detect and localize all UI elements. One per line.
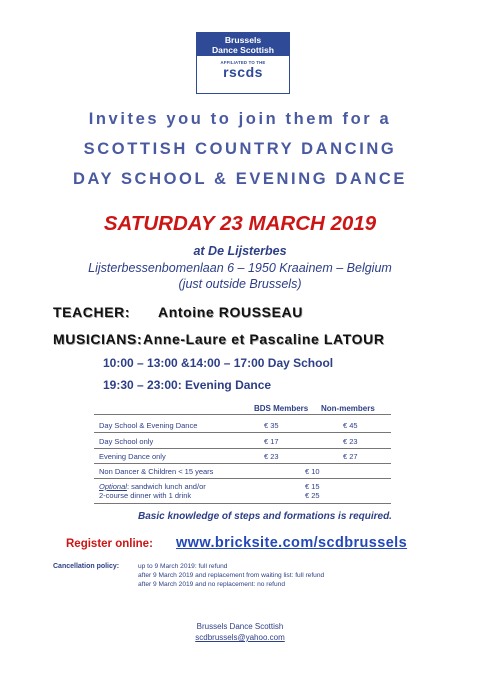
price-row-non-member: € 23	[343, 437, 358, 446]
venue-address: Lijsterbessenbomenlaan 6 – 1950 Kraainem – Belgium	[88, 261, 392, 275]
price-divider	[94, 432, 391, 433]
optional-dinner-price: € 25	[305, 491, 320, 500]
logo-line2: Dance Scottish	[211, 45, 275, 55]
knowledge-note: Basic knowledge of steps and formations is required.	[138, 511, 392, 522]
price-row-label: Evening Dance only	[99, 452, 166, 461]
non-dancer-price: € 10	[305, 467, 320, 476]
price-divider	[94, 503, 391, 504]
price-divider	[94, 463, 391, 464]
teacher-name: Antoine ROUSSEAU	[158, 304, 303, 320]
non-dancer-label: Non Dancer & Children < 15 years	[99, 467, 214, 476]
price-divider	[94, 414, 391, 415]
footer-organization: Brussels Dance Scottish	[196, 622, 284, 631]
cancellation-label: Cancellation policy:	[53, 563, 120, 570]
event-date: SATURDAY 23 MARCH 2019	[103, 212, 377, 235]
price-row-member: € 35	[264, 421, 279, 430]
price-divider	[94, 478, 391, 479]
event-subheading: DAY SCHOOL & EVENING DANCE	[72, 170, 408, 188]
price-header-non-members: Non-members	[321, 404, 375, 413]
optional-rest: : sandwich lunch and/or	[126, 482, 206, 491]
price-row-member: € 17	[264, 437, 279, 446]
price-row-label: Day School & Evening Dance	[99, 421, 198, 430]
schedule-evening-dance: 19:30 – 23:00: Evening Dance	[103, 378, 272, 392]
price-header-members: BDS Members	[254, 404, 309, 413]
schedule-day-school: 10:00 – 13:00 &14:00 – 17:00 Day School	[103, 356, 334, 370]
logo-line1: Brussels	[224, 35, 262, 45]
cancellation-line: after 9 March 2019 and replacement from waiting list: full refund	[138, 572, 325, 579]
cancellation-line: up to 9 March 2019: full refund	[138, 563, 228, 570]
logo	[196, 32, 290, 94]
cancellation-line: after 9 March 2019 and no replacement: no refund	[138, 581, 285, 588]
register-link[interactable]: www.bricksite.com/scdbrussels	[176, 535, 408, 551]
optional-meal-label	[99, 482, 206, 491]
price-divider	[94, 448, 391, 449]
invite-heading: Invites you to join them for a	[88, 110, 392, 128]
venue-note: (just outside Brussels)	[178, 277, 302, 291]
optional-dinner-label: 2-course dinner with 1 drink	[99, 491, 192, 500]
musicians-label: MUSICIANS:	[53, 331, 143, 347]
logo-org: rscds	[223, 64, 263, 80]
logo-banner	[197, 33, 289, 56]
footer-email[interactable]: scdbrussels@yahoo.com	[195, 633, 285, 642]
teacher-label: TEACHER:	[53, 304, 131, 320]
price-row-non-member: € 27	[343, 452, 358, 461]
price-row-member: € 23	[264, 452, 279, 461]
price-row-non-member: € 45	[343, 421, 358, 430]
musicians-names: Anne-Laure et Pascaline LATOUR	[143, 331, 385, 347]
price-row-label: Day School only	[99, 437, 154, 446]
register-label: Register online:	[66, 538, 153, 550]
venue-name: at De Lijsterbes	[193, 244, 287, 258]
optional-lunch-price: € 15	[305, 482, 320, 491]
logo-affiliated: AFFILIATED TO THE	[220, 60, 266, 65]
event-heading: SCOTTISH COUNTRY DANCING	[83, 140, 397, 158]
optional-prefix: Optional	[99, 482, 127, 491]
